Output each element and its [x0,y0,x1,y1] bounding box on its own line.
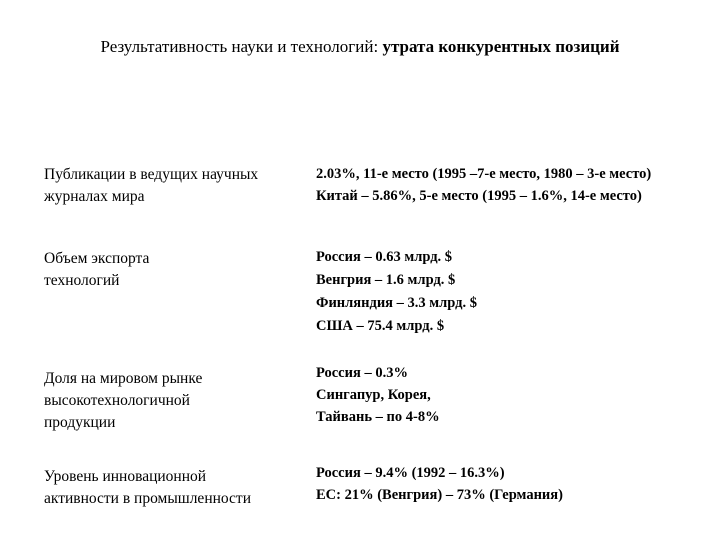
indicator-value-line: Сингапур, Корея, [316,387,431,403]
indicator-value-line: Финляндия – 3.3 млрд. $ [316,295,478,311]
indicator-value-line: Тайвань – по 4-8% [316,409,440,425]
indicator-label [44,466,306,510]
indicator-value-line: Россия – 0.3% [316,365,408,381]
indicator-value-line: Россия – 9.4% (1992 – 16.3%) [316,465,505,481]
indicator-value [316,246,716,338]
indicator-value-line: 2.03%, 11-е место (1995 –7-е место, 1980 – 3-е место) [316,166,652,182]
indicator-value-line: Россия – 0.63 млрд. $ [316,249,453,265]
indicator-value-line: ЕС: 21% (Венгрия) – 73% (Германия) [316,487,563,503]
indicator-value-line: США – 75.4 млрд. $ [316,318,445,334]
indicator-label [44,248,306,292]
slide-title [0,36,720,58]
indicator-label [44,164,306,208]
indicator-label [44,368,306,434]
indicator-label-line: высокотехнологичной [44,392,190,409]
indicator-label-line: Уровень инновационной [44,468,207,485]
indicator-label-line: продукции [44,414,116,431]
slide-title-normal: Результативность науки и технологий: [100,37,383,56]
indicator-value-line: Китай – 5.86%, 5-е место (1995 – 1.6%, 14-е место) [316,188,642,204]
indicator-value [316,462,716,506]
indicator-label-line: Публикации в ведущих научных [44,166,259,183]
indicator-label-line: активности в промышленности [44,490,251,507]
indicator-label-line: технологий [44,272,120,289]
indicator-label-line: журналах мира [44,188,145,205]
indicator-value [316,362,716,428]
slide-title-bold: утрата конкурентных позиций [382,37,620,56]
indicator-label-line: Доля на мировом рынке [44,370,203,387]
indicator-value [316,163,716,207]
indicator-label-line: Объем экспорта [44,250,150,267]
indicator-value-line: Венгрия – 1.6 млрд. $ [316,272,456,288]
